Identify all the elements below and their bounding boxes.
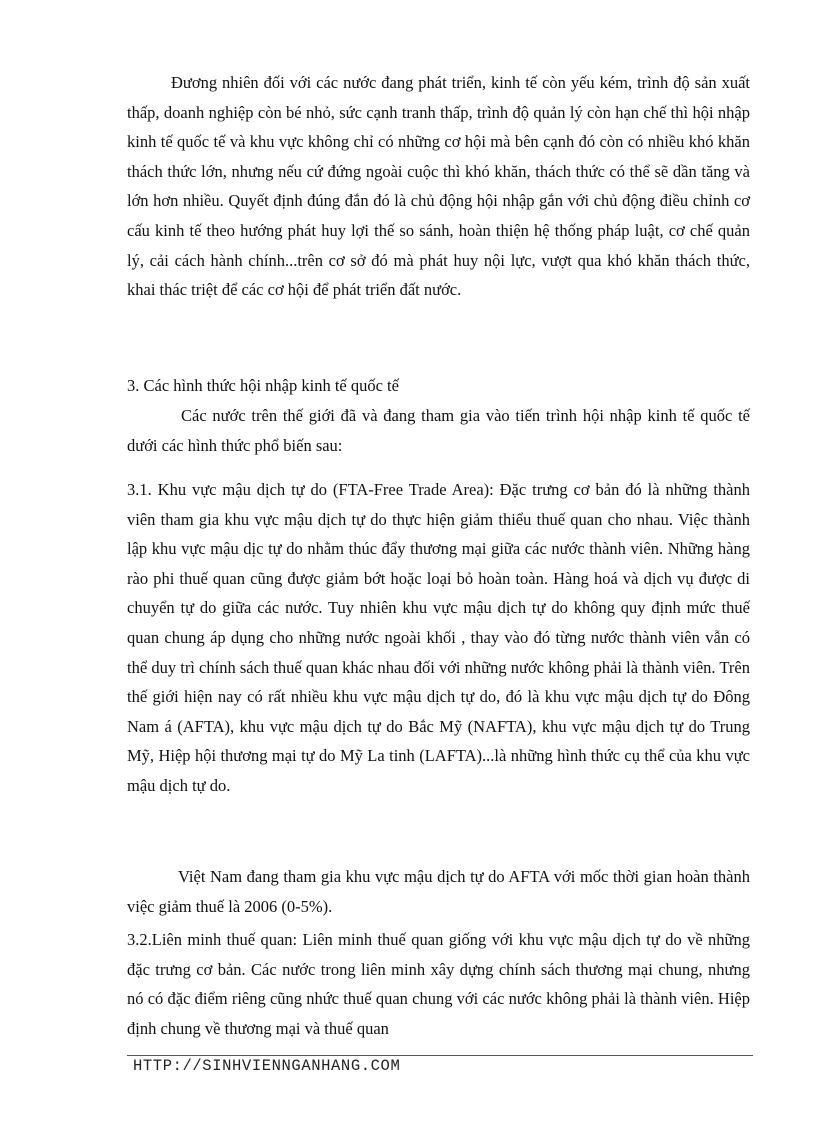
section-3-1-paragraph: 3.1. Khu vực mậu dịch tự do (FTA-Free Trade Area): Đặc trưng cơ bản đó là những thành viên tham gia khu vực mậu dịch tự do thực hiện giảm thiểu thuế quan cho nhau. Việc thành lập khu vực mậu dịc tự do nhằm thúc đẩy thương mại giữa các nước thành viên. Những hàng rào phi thuế quan cũng được giảm bớt hoặc loại bỏ hoàn toàn. Hàng hoá và dịch vụ được di chuyển tự do giữa các nước. Tuy nhiên khu vực mậu dịch tự do không quy định mức thuế quan chung áp dụng cho những nước ngoài khối , thay vào đó từng nước thành viên vẫn có thể duy trì chính sách thuế quan khác nhau đối với những nước không phải là thành viên. Trên thế giới hiện nay có rất nhiều khu vực mậu dịch tự do, đó là khu vực mậu dịch tự do Đông Nam á (AFTA), khu vực mậu dịch tự do Bắc Mỹ (NAFTA), khu vực mậu dịch tự do Trung Mỹ, Hiệp hội thương mại tự do Mỹ La tinh (LAFTA)...là những hình thức cụ thể của khu vực mậu dịch tự do. <box>127 480 750 795</box>
intro-paragraph: Đương nhiên đối với các nước đang phát triển, kinh tế còn yếu kém, trình độ sản xuất thấp, doanh nghiệp còn bé nhỏ, sức cạnh tranh thấp, trình độ quản lý còn hạn chế thì hội nhập kinh tế quốc tế và khu vực không chỉ có những cơ hội mà bên cạnh đó còn có nhiều khó khăn thách thức lớn, nhưng nếu cứ đứng ngoài cuộc thì khó khăn, thách thức có thể sẽ dần tăng và lớn hơn nhiều. Quyết định đúng đắn đó là chủ động hội nhập gắn với chủ động điều chỉnh cơ cấu kinh tế theo hướng phát huy lợi thế so sánh, hoàn thiện hệ thống pháp luật, cơ chế quản lý, cải cách hành chính...trên cơ sở đó mà phát huy nội lực, vượt qua khó khăn thách thức, khai thác triệt để các cơ hội để phát triển đất nước. <box>127 73 750 300</box>
footer-divider <box>127 1055 753 1056</box>
vietnam-afta-paragraph: Việt Nam đang tham gia khu vực mậu dịch tự do AFTA với mốc thời gian hoàn thành việc giảm thuế là 2006 (0-5%). <box>127 867 750 916</box>
section-3-2-paragraph: 3.2.Liên minh thuế quan: Liên minh thuế quan giống với khu vực mậu dịch tự do về những đặc trưng cơ bản. Các nước trong liên minh xây dựng chính sách thương mại chung, nhưng nó có đặc điểm riêng cũng nhức thuế quan chung với các nước không phải là thành viên. Hiệp định chung về thương mại và thuế quan <box>127 930 750 1038</box>
section-3-heading: 3. Các hình thức hội nhập kinh tế quốc tế <box>127 376 399 395</box>
footer-url: HTTP://SINHVIENNGANHANG.COM <box>133 1057 401 1075</box>
section-3-intro-paragraph: Các nước trên thế giới đã và đang tham gia vào tiến trình hội nhập kinh tế quốc tế dưới các hình thức phổ biến sau: <box>127 406 750 455</box>
